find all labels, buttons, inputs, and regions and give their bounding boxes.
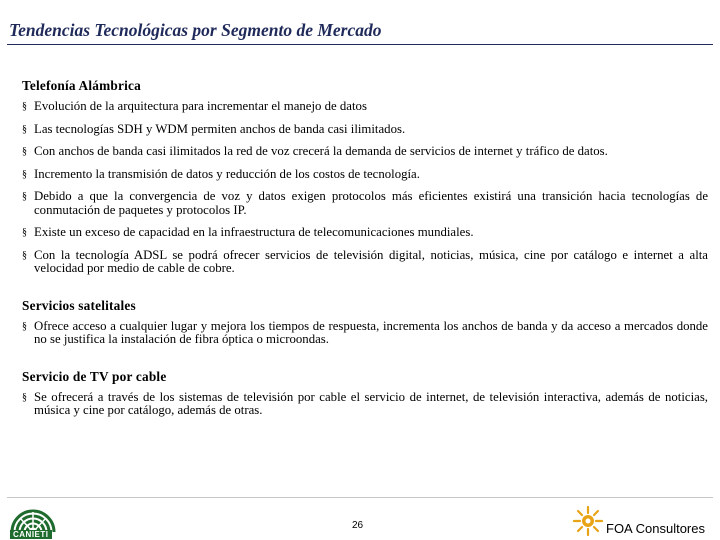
bullet-icon: §	[22, 146, 27, 157]
list-item	[22, 100, 708, 114]
bullet-list	[22, 320, 708, 347]
list-item	[22, 190, 708, 217]
list-item	[22, 145, 708, 159]
section-satelitales	[22, 298, 708, 347]
list-item	[22, 123, 708, 137]
bullet-icon: §	[22, 168, 27, 180]
bullet-icon: §	[22, 227, 27, 238]
bullet-icon: §	[22, 320, 27, 332]
section-heading: Servicios satelitales	[22, 297, 136, 313]
section-heading: Telefonía Alámbrica	[22, 78, 141, 93]
bullet-list	[22, 100, 708, 276]
list-item	[22, 391, 708, 418]
list-item-text: Ofrece acceso a cualquier lugar y mejora los tiempos de respuesta, incrementa los anchos de banda y da acceso a mercados donde no se justifica la instalación de fibra óptica o microondas.	[34, 318, 708, 346]
section-tv-cable	[22, 369, 708, 418]
page-number: 26	[352, 520, 364, 531]
bullet-icon: §	[22, 391, 27, 403]
footer-brand: FOA Consultores	[606, 521, 705, 536]
list-item-text: Debido a que la convergencia de voz y datos exigen protocolos más eficientes existirá una transición hacia tecnologías de conmutación de paquetes y protocolos IP.	[34, 189, 708, 217]
list-item-text: Con anchos de banda casi ilimitados la red de voz crecerá la demanda de servicios de internet y tráfico de datos.	[34, 144, 608, 158]
list-item-text: Se ofrecerá a través de los sistemas de televisión por cable el servicio de internet, de televisión interactiva, además de noticias, música y cine por catálogo, además de otras.	[34, 389, 708, 417]
list-item	[22, 320, 708, 347]
list-item-text: Las tecnologías SDH y WDM permiten anchos de banda casi ilimitados.	[34, 121, 406, 136]
footer-divider	[7, 497, 713, 498]
list-item-text: Existe un exceso de capacidad en la infraestructura de telecomunicaciones mundiales.	[34, 225, 474, 239]
left-logo-text: CANIETI	[10, 530, 52, 539]
list-item-text: Con la tecnología ADSL se podrá ofrecer servicios de televisión digital, noticias, música, cine por catálogo e internet a alta velocidad por medio de cable de cobre.	[34, 247, 708, 275]
bullet-icon: §	[22, 123, 27, 135]
section-heading: Servicio de TV por cable	[22, 368, 167, 384]
bullet-list	[22, 391, 708, 418]
list-item	[22, 226, 708, 240]
title-divider	[7, 44, 713, 45]
list-item	[22, 249, 708, 276]
bullet-icon: §	[22, 101, 27, 112]
list-item-text: Incremento la transmisión de datos y reducción de los costos de tecnología.	[34, 166, 420, 181]
section-telefonia	[22, 78, 708, 276]
content-area	[22, 78, 708, 440]
foa-sun-logo-icon	[572, 505, 604, 537]
list-item-text: Evolución de la arquitectura para incrementar el manejo de datos	[34, 99, 367, 113]
bullet-icon: §	[22, 249, 27, 261]
bullet-icon: §	[22, 191, 27, 202]
list-item	[22, 168, 708, 182]
slide-title: Tendencias Tecnológicas por Segmento de Mercado	[9, 20, 382, 40]
